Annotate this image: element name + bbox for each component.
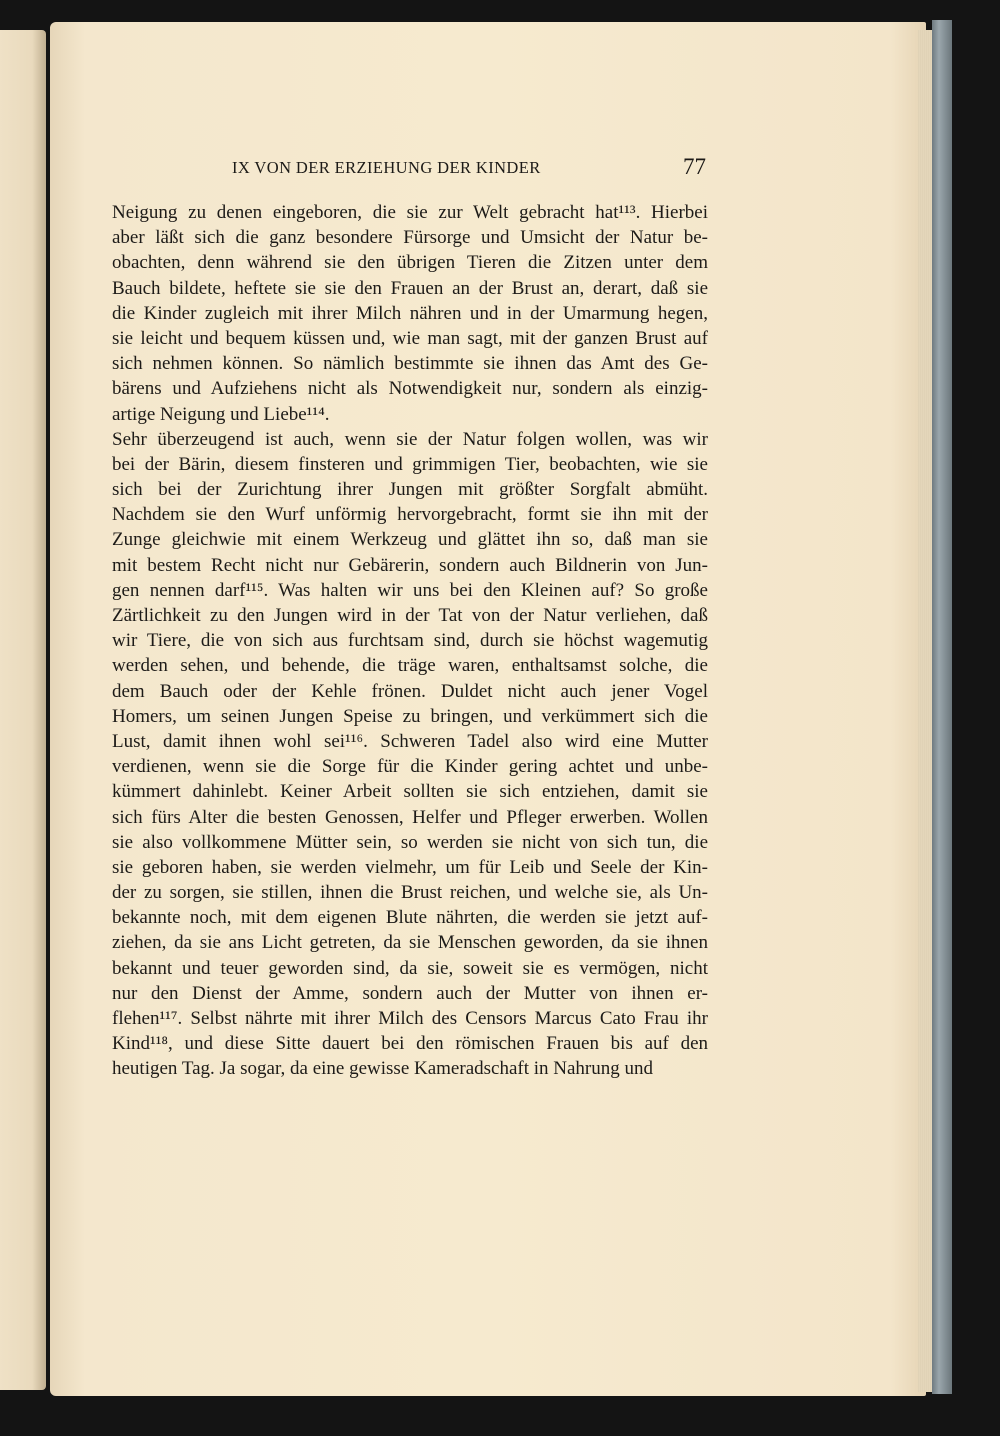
text-line: dem Bauch oder der Kehle frönen. Duldet nicht auch jener Vogel [112, 680, 708, 702]
text-line: Homers, um seinen Jungen Speise zu bringen, und verkümmert sich die [112, 705, 708, 727]
text-line: Zunge gleichwie mit einem Werkzeug und glättet ihn so, daß man sie [112, 529, 708, 551]
text-line: artige Neigung und Liebe¹¹⁴. [112, 403, 330, 425]
text-line: aber läßt sich die ganz besondere Fürsorge und Umsicht der Natur be- [112, 227, 708, 249]
text-line: sie leicht und bequem küssen und, wie man sagt, mit der ganzen Brust auf [112, 327, 708, 349]
text-line: heutigen Tag. Ja sogar, da eine gewisse Kameradschaft in Nahrung und [112, 1058, 653, 1080]
text-line: verdienen, wenn sie die Sorge für die Kinder gering achtet und unbe- [112, 756, 708, 778]
text-line: Zärtlichkeit zu den Jungen wird in der Tat von der Natur verliehen, daß [112, 605, 708, 626]
text-line: flehen¹¹⁷. Selbst nährte mit ihrer Milch des Censors Marcus Cato Frau ihr [112, 1008, 708, 1029]
text-line: die Kinder zugleich mit ihrer Milch nähren und in der Umarmung hegen, [112, 302, 708, 324]
text-line: bekannte noch, mit dem eigenen Blute nährten, die werden sie jetzt auf- [112, 907, 708, 929]
page-block-edges [918, 30, 932, 1392]
text-line: mit bestem Recht nicht nur Gebärerin, sondern auch Bildnerin von Jun- [112, 554, 708, 576]
text-line: Sehr überzeugend ist auch, wenn sie der Natur folgen wollen, was wir [112, 428, 708, 450]
text-line: Bauch bildete, heftete sie sie den Frauen an der Brust an, derart, daß sie [112, 277, 708, 299]
text-line: sie geboren haben, sie werden vielmehr, um für Leib und Seele der Kin- [112, 856, 708, 878]
text-line: Neigung zu denen eingeboren, die sie zur Welt gebracht hat¹¹³. Hierbei [112, 202, 708, 223]
text-line: Lust, damit ihnen wohl sei¹¹⁶. Schweren Tadel also wird eine Mutter [112, 730, 708, 752]
text-line: gen nennen darf¹¹⁵. Was halten wir uns bei den Kleinen auf? So große [112, 579, 708, 601]
page-number: 77 [683, 154, 706, 179]
text-line: wir Tiere, die von sich aus furchtsam sind, durch sie höchst wagemutig [112, 630, 708, 652]
text-line: Nachdem sie den Wurf unförmig hervorgebracht, formt sie ihn mit der [112, 504, 708, 526]
text-line: bekannt und teuer geworden sind, da sie, soweit sie es vermögen, nicht [112, 957, 708, 979]
text-line: kümmert dahinlebt. Keiner Arbeit sollten sie sich entziehen, damit sie [112, 781, 708, 803]
text-line: bei der Bärin, diesem finsteren und grimmigen Tier, beobachten, wie sie [112, 453, 708, 475]
text-line: sie also vollkommene Mütter sein, so werden sie nicht von sich tun, die [112, 831, 708, 853]
left-page-edge [0, 30, 46, 1390]
text-line: sich bei der Zurichtung ihrer Jungen mit größter Sorgfalt abmüht. [112, 479, 708, 501]
text-line: Kind¹¹⁸, und diese Sitte dauert bei den römischen Frauen bis auf den [112, 1033, 708, 1055]
text-line: sich nehmen können. So nämlich bestimmte sie ihnen das Amt des Ge- [112, 353, 708, 375]
text-line: bärens und Aufziehens nicht als Notwendigkeit nur, sondern als einzig- [112, 378, 708, 400]
text-line: werden sehen, und behende, die träge waren, enthaltsamst solche, die [112, 655, 708, 677]
text-line: sich fürs Alter die besten Genossen, Helfer und Pfleger erwerben. Wollen [112, 806, 708, 828]
body-text [112, 200, 708, 1082]
text-line: obachten, denn während sie den übrigen Tieren die Zitzen unter dem [112, 252, 708, 274]
text-line: ziehen, da sie ans Licht getreten, da sie Menschen geworden, da sie ihnen [112, 932, 708, 954]
text-line: nur den Dienst der Amme, sondern auch der Mutter von ihnen er- [112, 982, 708, 1004]
book-cover-edge [932, 20, 952, 1394]
running-head: IX VON DER ERZIEHUNG DER KINDER [232, 158, 541, 177]
text-line: der zu sorgen, sie stillen, ihnen die Brust reichen, und welche sie, als Un- [112, 882, 708, 904]
